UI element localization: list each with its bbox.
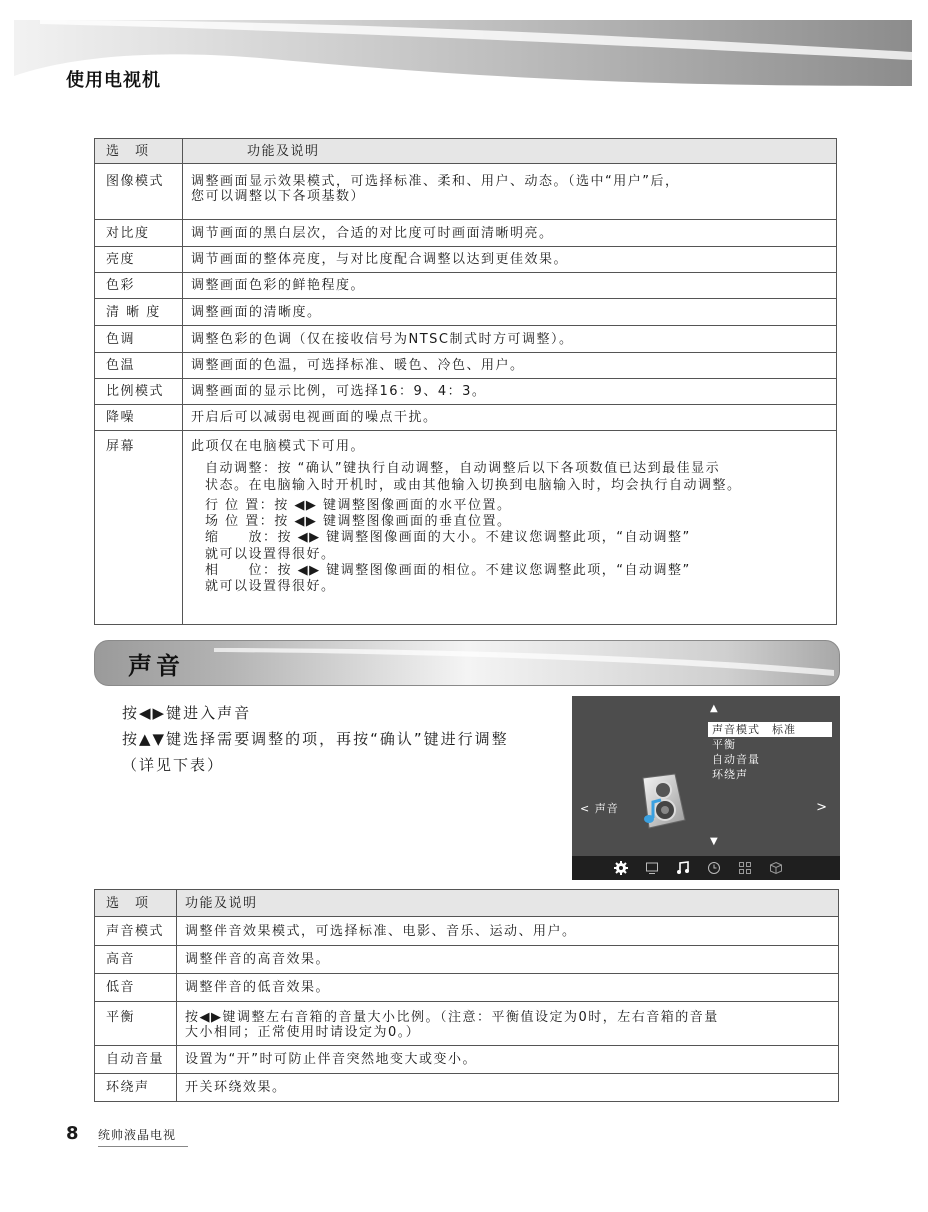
option-name: 降噪: [95, 405, 183, 431]
osd-menu-item-surround[interactable]: 环绕声: [712, 768, 748, 781]
table-header-row: [95, 139, 837, 164]
instruction-line: 按▲▼键选择需要调整的项，再按“确认”键进行调整: [122, 730, 509, 748]
option-description: 调整伴音效果模式，可选择标准、电影、音乐、运动、用户。: [177, 917, 839, 946]
option-name: 低音: [95, 974, 177, 1002]
table-row: [95, 946, 839, 974]
option-name: 自动音量: [95, 1046, 177, 1074]
description-line: 状态。在电脑输入时开机时，或由其他输入切换到电脑输入时，均会执行自动调整。: [205, 477, 742, 493]
table-row: [95, 247, 837, 273]
table-row: [95, 326, 837, 353]
description-line: 缩 放：按 ◀▶ 键调整图像画面的大小。不建议您调整此项，“自动调整”: [205, 530, 691, 546]
picture-settings-table: [94, 138, 837, 625]
table-header-row: [95, 890, 839, 917]
page-title: 使用电视机: [66, 70, 161, 91]
option-name: 图像模式: [95, 164, 183, 220]
option-name: 环绕声: [95, 1074, 177, 1102]
column-header-function: 功能及说明: [177, 890, 839, 917]
table-row: [95, 379, 837, 405]
option-description: [183, 431, 837, 625]
description-intro: 此项仅在电脑模式下可用。: [191, 439, 366, 454]
osd-right-arrow-icon[interactable]: >: [816, 800, 828, 815]
option-description: 调节画面的整体亮度，与对比度配合调整以达到更佳效果。: [183, 247, 837, 273]
osd-menu-item-balance[interactable]: 平衡: [712, 738, 736, 751]
option-description: [183, 164, 837, 220]
description-line: 场 位 置：按 ◀▶ 键调整图像画面的垂直位置。: [205, 514, 512, 530]
option-name: 亮度: [95, 247, 183, 273]
table-row: [95, 431, 837, 625]
sound-instructions: [122, 700, 509, 778]
option-description: 调整画面的清晰度。: [183, 299, 837, 326]
table-row: [95, 1002, 839, 1046]
section-title-sound: 声音: [128, 652, 184, 680]
osd-menu-item-auto-volume[interactable]: 自动音量: [712, 753, 760, 766]
description-line: 按◀▶键调整左右音箱的音量大小比例。（注意：平衡值设定为0时，左右音箱的音量: [185, 1010, 719, 1025]
description-line: 您可以调整以下各项基数）: [191, 189, 366, 204]
grid-icon[interactable]: [734, 857, 756, 879]
option-description: 开启后可以减弱电视画面的噪点干扰。: [183, 405, 837, 431]
table-row: [95, 164, 837, 220]
table-row: [95, 220, 837, 247]
table-row: [95, 917, 839, 946]
option-description: 调节画面的黑白层次，合适的对比度可时画面清晰明亮。: [183, 220, 837, 247]
table-row: [95, 1046, 839, 1074]
description-line: 就可以设置得很好。: [205, 546, 336, 562]
description-line: 调整画面显示效果模式，可选择标准、柔和、用户、动态。（选中“用户”后，: [191, 174, 680, 189]
description-line: 自动调整：按 “确认”键执行自动调整，自动调整后以下各项数值已达到最佳显示: [205, 461, 721, 477]
footer-brand: 统帅液晶电视: [98, 1126, 188, 1147]
table-row: [95, 273, 837, 299]
table-row: [95, 405, 837, 431]
option-description: 调整色彩的色调（仅在接收信号为NTSC制式时方可调整）。: [183, 326, 837, 353]
option-name: 色彩: [95, 273, 183, 299]
instruction-line: 按◀▶键进入声音: [122, 704, 252, 722]
scroll-up-arrow-icon[interactable]: ▲: [710, 703, 719, 714]
speaker-icon: [635, 772, 691, 830]
option-description: 调整画面色彩的鲜艳程度。: [183, 273, 837, 299]
sound-settings-table: [94, 889, 839, 1102]
column-header-option: 选 项: [95, 139, 183, 164]
table-row: [95, 353, 837, 379]
option-name: 屏幕: [95, 431, 183, 625]
option-description: 设置为“开”时可防止伴音突然地变大或变小。: [177, 1046, 839, 1074]
table-row: [95, 1074, 839, 1102]
option-name: 对比度: [95, 220, 183, 247]
osd-sound-menu: [572, 696, 840, 880]
option-name: 声音模式: [95, 917, 177, 946]
option-description: 调整伴音的高音效果。: [177, 946, 839, 974]
option-name: 色温: [95, 353, 183, 379]
option-name: 比例模式: [95, 379, 183, 405]
option-description: 开关环绕效果。: [177, 1074, 839, 1102]
box-icon[interactable]: [765, 857, 787, 879]
instruction-line: （详见下表）: [122, 756, 225, 774]
option-name: 色调: [95, 326, 183, 353]
option-description: 调整伴音的低音效果。: [177, 974, 839, 1002]
clock-icon[interactable]: [703, 857, 725, 879]
osd-icon-bar: [572, 856, 840, 880]
screen-subitems: [191, 461, 828, 595]
scroll-down-arrow-icon[interactable]: ▼: [710, 836, 719, 847]
description-line: 就可以设置得很好。: [205, 579, 336, 595]
music-icon[interactable]: [672, 857, 694, 879]
osd-left-label[interactable]: < 声音: [580, 802, 619, 815]
option-description: 调整画面的显示比例，可选择16：9、4：3。: [183, 379, 837, 405]
option-description: 调整画面的色温，可选择标准、暖色、冷色、用户。: [183, 353, 837, 379]
table-row: [95, 974, 839, 1002]
column-header-option: 选 项: [95, 890, 177, 917]
option-name: 平衡: [95, 1002, 177, 1046]
description-line: 行 位 置：按 ◀▶ 键调整图像画面的水平位置。: [205, 497, 512, 513]
table-row: [95, 299, 837, 326]
option-name: 清 晰 度: [95, 299, 183, 326]
option-description: [177, 1002, 839, 1046]
tv-icon[interactable]: [641, 857, 663, 879]
column-header-function: 功能及说明: [183, 139, 837, 164]
osd-menu-item-sound-mode[interactable]: 声音模式 标准: [708, 722, 832, 737]
description-line: 相 位：按 ◀▶ 键调整图像画面的相位。不建议您调整此项，“自动调整”: [205, 563, 691, 579]
page-number: 8: [66, 1123, 79, 1144]
description-line: 大小相同；正常使用时请设定为0。）: [185, 1025, 421, 1040]
section-band: [94, 640, 840, 686]
gear-icon[interactable]: [610, 857, 632, 879]
osd-menu-list: [708, 722, 832, 782]
option-name: 高音: [95, 946, 177, 974]
